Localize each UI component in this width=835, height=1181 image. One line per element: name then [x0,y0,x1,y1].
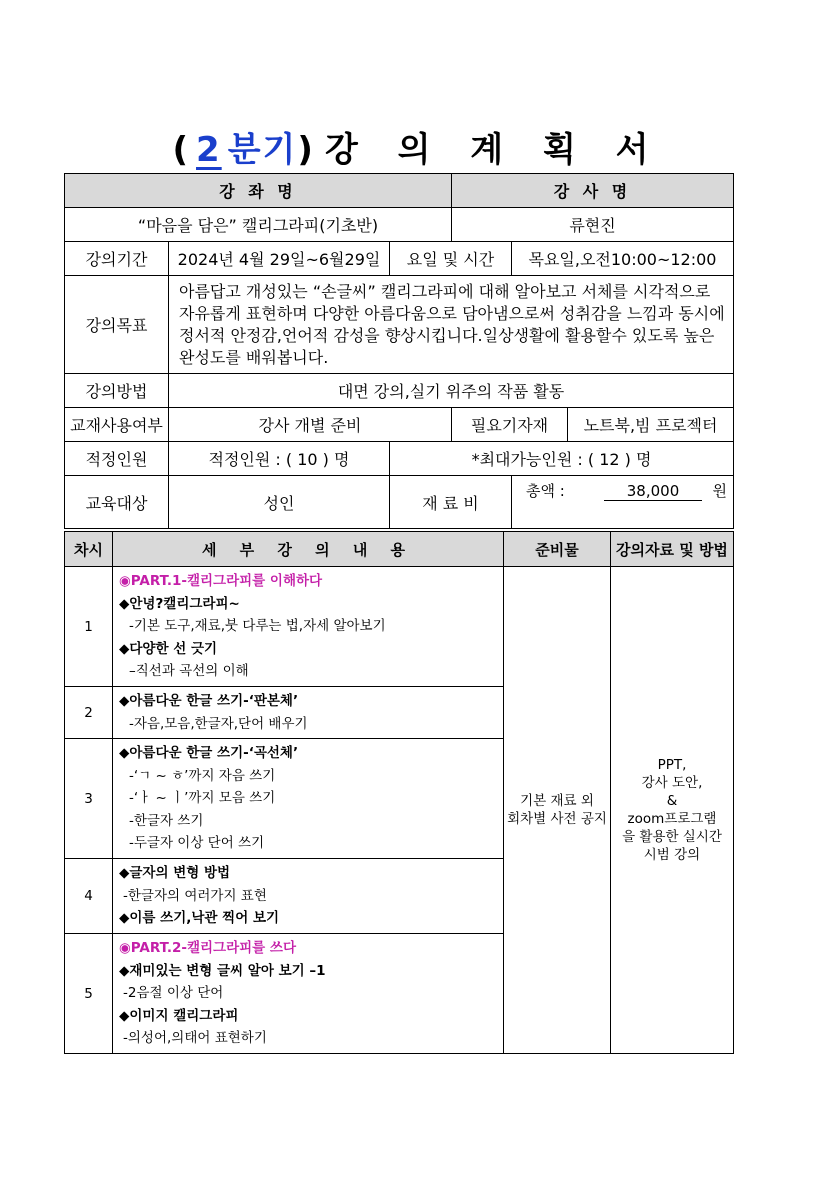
materials-line: 회차별 사전 공지 [507,811,607,827]
detail-line: -‘ㄱ ~ ㅎ’까지 자음 쓰기 [129,767,276,784]
title-quarter-number: 2 [196,130,222,170]
detail-line: -2음절 이상 단어 [123,985,224,1001]
instructor-value: 류현진 [452,208,734,242]
session-number: 1 [65,567,113,687]
method-line: zoom프로그램 [627,811,717,827]
method-line: & [666,793,678,809]
course-info-table [64,173,734,529]
total-label: 총액 : [526,482,565,500]
currency-unit: 원 [712,482,727,500]
session-header: 차시 [65,532,113,567]
period-value: 2024년 4월 29일~6월29일 [169,242,390,276]
equipment-label: 필요기자재 [452,408,568,442]
session-content [113,859,504,934]
material-fee-label: 재 료 비 [390,476,512,529]
max-capacity-value: *최대가능인원 : ( 12 ) 명 [390,442,734,476]
detail-line: -두글자 이상 단어 쓰기 [129,835,265,851]
title-quarter-word: 분기 [227,130,298,170]
document-title [0,122,835,171]
material-fee-value [512,476,734,529]
part-heading: ◉PART.2-캘리그라피를 쓰다 [119,940,296,956]
materials-line: 기본 재료 외 [520,793,594,809]
topic-line: ◆아름다운 한글 쓰기-‘판본체’ [119,693,299,709]
goal-text [169,276,734,374]
goal-line: 자유롭게 표현하며 다양한 아름다움으로 담아냄으로써 성취감을 느낌과 동시에 [179,303,725,323]
goal-label: 강의목표 [65,276,169,374]
method-cell [611,567,734,1054]
total-amount: 38,000 [604,482,702,501]
goal-line: 정서적 안정감,언어적 감성을 향상시킵니다.일상생활에 활용할수 있도록 높은 [179,325,715,345]
topic-line: ◆이미지 캘리그라피 [119,1007,239,1024]
course-name-header: 강 좌 명 [65,174,452,208]
content-header: 세 부 강 의 내 용 [113,532,504,567]
goal-line: 완성도를 배워봅니다. [179,347,329,367]
materials-cell [504,567,611,1054]
title-open-paren: ( [172,130,191,170]
schedule-table [64,531,734,1054]
course-name-value: “마음을 담은” 캘리그라피(기초반) [65,208,452,242]
materials-header: 준비물 [504,532,611,567]
topic-line: ◆안녕?캘리그라피~ [119,595,240,612]
target-label: 교육대상 [65,476,169,529]
session-number: 2 [65,687,113,739]
title-text: 강 의 계 획 서 [324,130,663,170]
method-value: 대면 강의,실기 위주의 작품 활동 [169,374,734,408]
detail-line: -한글자의 여러가지 표현 [123,887,267,904]
session-number: 3 [65,739,113,859]
detail-line: -자음,모음,한글자,단어 배우기 [129,715,308,732]
textbook-value: 강사 개별 준비 [169,408,452,442]
day-time-value: 목요일,오전10:00~12:00 [512,242,734,276]
topic-line: ◆재미있는 변형 글씨 알아 보기 –1 [119,962,326,979]
session-content [113,739,504,859]
method-line: 시범 강의 [643,847,701,863]
textbook-label: 교재사용여부 [65,408,169,442]
period-label: 강의기간 [65,242,169,276]
equipment-value: 노트북,빔 프로젝터 [568,408,734,442]
table-row [65,567,734,687]
detail-line: -기본 도구,재료,붓 다루는 법,자세 알아보기 [129,618,386,634]
day-time-label: 요일 및 시간 [390,242,512,276]
detail-line: -한글자 쓰기 [129,812,204,829]
part-heading: ◉PART.1-캘리그라피를 이해하다 [119,573,323,589]
instructor-header: 강 사 명 [452,174,734,208]
target-value: 성인 [169,476,390,529]
method-header: 강의자료 및 방법 [611,532,734,567]
method-line: 강사 도안, [641,775,703,791]
topic-line: ◆글자의 변형 방법 [119,865,231,881]
topic-line: ◆다양한 선 긋기 [119,640,218,657]
session-content [113,567,504,687]
session-number: 5 [65,934,113,1054]
topic-line: ◆이름 쓰기,낙관 찍어 보기 [119,910,280,926]
session-content [113,687,504,739]
topic-line: ◆아름다운 한글 쓰기-‘곡선체’ [119,745,299,761]
detail-line: -‘ㅏ ~ ㅣ’까지 모음 쓰기 [129,790,276,806]
method-line: PPT, [657,757,687,773]
detail-line: –직선과 곡선의 이해 [129,663,249,679]
method-label: 강의방법 [65,374,169,408]
session-content [113,934,504,1054]
session-number: 4 [65,859,113,934]
title-close-paren: ) [297,130,315,170]
detail-line: -의성어,의태어 표현하기 [123,1030,267,1046]
method-line: 을 활용한 실시간 [622,829,722,845]
goal-line: 아름답고 개성있는 “손글씨” 캘리그라피에 대해 알아보고 서체를 시각적으로 [179,281,711,301]
capacity-value: 적정인원 : ( 10 ) 명 [169,442,390,476]
capacity-label: 적정인원 [65,442,169,476]
